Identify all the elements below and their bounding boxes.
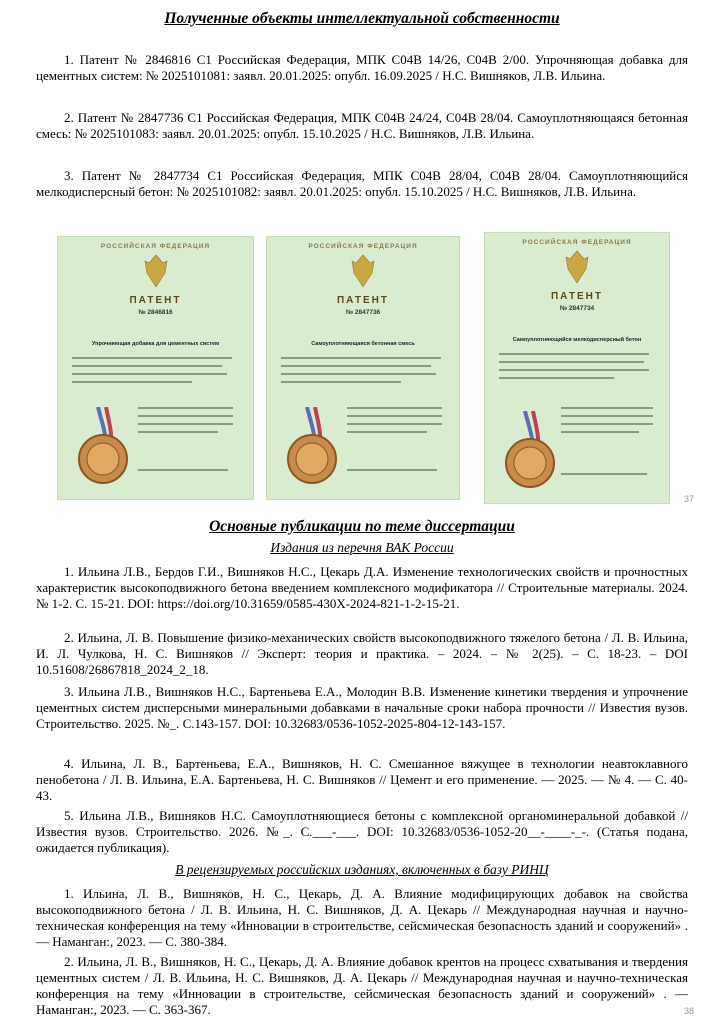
page-number: 37 — [684, 494, 695, 504]
text-line — [72, 365, 222, 367]
text-line — [138, 431, 218, 433]
seal-icon — [277, 407, 347, 487]
text-line — [281, 381, 401, 383]
text-line — [499, 377, 614, 379]
certificate-title: ПАТЕНТ — [129, 295, 182, 306]
certificate-title: ПАТЕНТ — [336, 295, 390, 306]
text-line — [72, 357, 232, 359]
patent-item-2: 2. Патент № 2847736 C1 Российская Федерация, МПК C04B 24/24, C04B 28/04. Самоуплотняющаяся бетонная смесь: № 2025101083: заявл. 20.01.2025: опубл. 15.10.2025 / Н.С. Вишняков, Л.В. Ильина. — [36, 110, 688, 141]
vak-publication-3: 3. Ильина Л.В., Вишняков Н.С., Бартеньева Е.А., Молодин В.В. Изменение кинетики твердения и упрочнение цементных систем дисперсными минеральными добавками в начальные сроки набора прочности // Известия вузов. Строительство. 2025. №_. С.143-157. DOI: 10.32683/0536-1052-2025-804-12-143-157. — [36, 684, 688, 731]
text-line — [499, 361, 644, 363]
text-line — [561, 423, 653, 425]
text-line — [72, 373, 227, 375]
rinc-publication-2: 2. Ильина, Л. В., Вишняков, Н. С., Цекарь, Д. А. Влияние добавок крентов на процесс схватывания и твердения цементных систем / Л. В. Ильина, Н. С. Вишняков, Д. А. Цекарь // Международная научная и научно-техническая конференция на тему «Инновации в строительстве, сейсмическая безопасность зданий и сооружений» . — Наманган:, 2023. — С. 363-367. — [36, 954, 688, 1017]
eagle-crest-icon — [350, 253, 376, 289]
text-line — [138, 469, 228, 471]
patent-item-1: 1. Патент № 2846816 C1 Российская Федерация, МПК C04B 14/26, C04B 2/00. Упрочняющая добавка для цементных систем: № 2025101081: заявл. 20.01.2025: опубл. 16.09.2025 / Н.С. Вишняков, Л.В. Ильина. — [36, 52, 688, 83]
certificate-title: ПАТЕНТ — [550, 291, 604, 302]
subheading-vak: Издания из перечня ВАК России — [270, 540, 454, 555]
vak-publication-4: 4. Ильина, Л. В., Бартеньева, Е.А., Вишняков, Н. С. Смешанное вяжущее в технологии неавтоклавного пенобетона / Л. В. Ильина, Е.А. Бартеньева, Н. С. Вишняков // Цемент и его применение. — 2025. — № 4. — С. 40-43. — [36, 756, 688, 803]
text-line — [561, 415, 653, 417]
eagle-crest-icon — [143, 253, 169, 289]
text-line — [347, 423, 442, 425]
text-line — [347, 431, 427, 433]
federation-label: РОССИЙСКАЯ ФЕДЕРАЦИЯ — [308, 243, 418, 250]
text-line — [499, 353, 649, 355]
patent-certificate-2 — [266, 236, 460, 500]
text-line — [561, 431, 639, 433]
rinc-publication-1: 1. Ильина, Л. В., Вишняков, Н. С., Цекарь, Д. А. Влияние модифицирующих добавок на свойства высокоподвижного бетона / Л. В. Ильина, Н. С. Вишняков, Д. А. Цекарь // Международная научная и научно-техническая конференция на тему «Инновации в строительстве, сейсмическая безопасность зданий и сооружений» . — Наманган:, 2023. — С. 380-384. — [36, 886, 688, 949]
text-line — [561, 407, 653, 409]
seal-icon — [495, 411, 565, 491]
text-line — [281, 373, 436, 375]
text-line — [347, 415, 442, 417]
page-number: 38 — [684, 1006, 695, 1016]
vak-publication-1: 1. Ильина Л.В., Бердов Г.И., Вишняков Н.С., Цекарь Д.А. Изменение технологических свойств и прочностных характеристик высокоподвижного бетона введением комплексного модификатора // Строительные материалы. 2024. № 1-2. С. 15-21. DOI: https://doi.org/10.31659/0585-430X-2024-821-1-2-15-21. — [36, 564, 688, 611]
text-line — [561, 473, 647, 475]
federation-label: РОССИЙСКАЯ ФЕДЕРАЦИЯ — [100, 243, 211, 250]
patent-certificate-3 — [484, 232, 670, 504]
certificate-number: № 2847734 — [559, 305, 595, 312]
text-line — [499, 369, 649, 371]
certificate-invention: Упрочняющая добавка для цементных систем — [91, 341, 220, 347]
vak-publication-2: 2. Ильина, Л. В. Повышение физико-механических свойств высокоподвижного тяжелого бетона / Л. В. Ильина, И. Л. Чулкова, Н. С. Вишняков // Эксперт: теория и практика. – 2024. – № 2(25). – С. 18-23. – DOI 10.51608/26867818_2024_2_18. — [36, 630, 688, 677]
eagle-crest-icon — [564, 249, 590, 285]
heading-publications: Основные публикации по теме диссертации — [209, 518, 515, 535]
certificate-number: № 2847736 — [345, 309, 381, 316]
text-line — [347, 469, 437, 471]
patent-item-3: 3. Патент № 2847734 C1 Российская Федерация, МПК C04B 28/04, C04B 28/04. Самоуплотняющийся мелкодисперсный бетон: № 2025101082: заявл. 20.01.2025: опубл. 15.10.2025 / Н.С. Вишняков, Л.В. Ильина. — [36, 168, 688, 199]
text-line — [281, 357, 441, 359]
text-line — [281, 365, 431, 367]
certificate-number: № 2846816 — [138, 309, 173, 316]
heading-intellectual-property: Полученные объекты интеллектуальной собственности — [164, 10, 560, 27]
text-line — [347, 407, 442, 409]
text-line — [138, 423, 233, 425]
certificate-invention: Самоуплотняющийся мелкодисперсный бетон — [512, 337, 642, 343]
subheading-rinc: В рецензируемых российских изданиях, включенных в базу РИНЦ — [175, 862, 549, 877]
seal-icon — [68, 407, 138, 487]
federation-label: РОССИЙСКАЯ ФЕДЕРАЦИЯ — [522, 239, 632, 246]
text-line — [72, 381, 192, 383]
text-line — [138, 415, 233, 417]
vak-publication-5: 5. Ильина Л.В., Вишняков Н.С. Самоуплотняющиеся бетоны с комплексной органоминеральной добавкой // Известия вузов. Строительство. 2026. №_. С.___-___. DOI: 10.32683/0536-1052-20__-____-_-. (Статья подана, ожидается публикация). — [36, 808, 688, 855]
patent-certificate-1 — [57, 236, 254, 500]
text-line — [138, 407, 233, 409]
certificate-invention: Самоуплотняющаяся бетонная смесь — [311, 341, 415, 347]
